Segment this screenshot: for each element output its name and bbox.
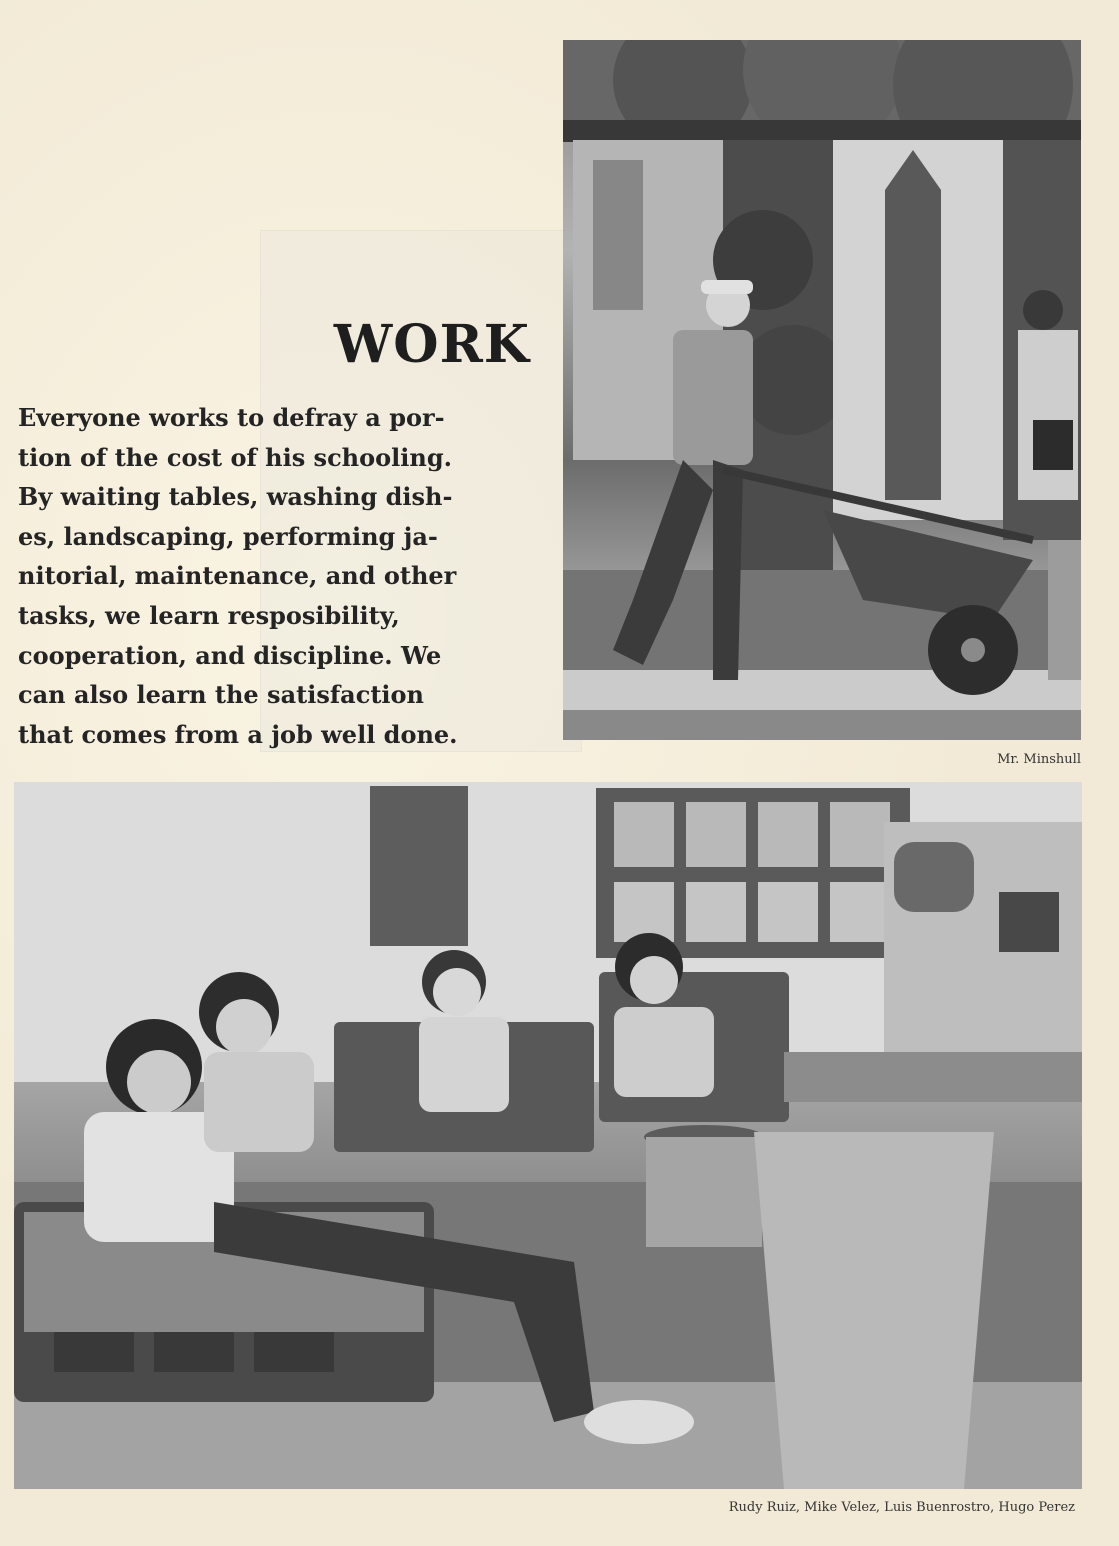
paragraph-line: tion of the cost of his schooling. (18, 442, 452, 472)
paragraph-line: cooperation, and discipline. We (18, 640, 442, 670)
intro-paragraph (18, 398, 548, 754)
photo-man-with-wheelbarrow (563, 40, 1081, 740)
paragraph-line: By waiting tables, washing dish- (18, 482, 453, 512)
page-title: WORK (333, 314, 530, 375)
caption-bottom-photo: Rudy Ruiz, Mike Velez, Luis Buenrostro, Hugo Perez (728, 1500, 1075, 1515)
paragraph-line: that comes from a job well done. (18, 719, 458, 749)
paragraph-line: can also learn the satisfaction (18, 680, 424, 710)
paragraph-line: Everyone works to defray a por- (18, 403, 445, 432)
paragraph-line: tasks, we learn resposibility, (18, 600, 400, 630)
photo-wheelbarrow-illustration (563, 40, 1081, 740)
paragraph-line: es, landscaping, performing ja- (18, 521, 438, 551)
paragraph-line: nitorial, maintenance, and other (18, 561, 457, 591)
caption-top-photo: Mr. Minshull (997, 752, 1081, 767)
photo-group-lounging (14, 782, 1082, 1489)
photo-group-illustration (14, 782, 1082, 1489)
